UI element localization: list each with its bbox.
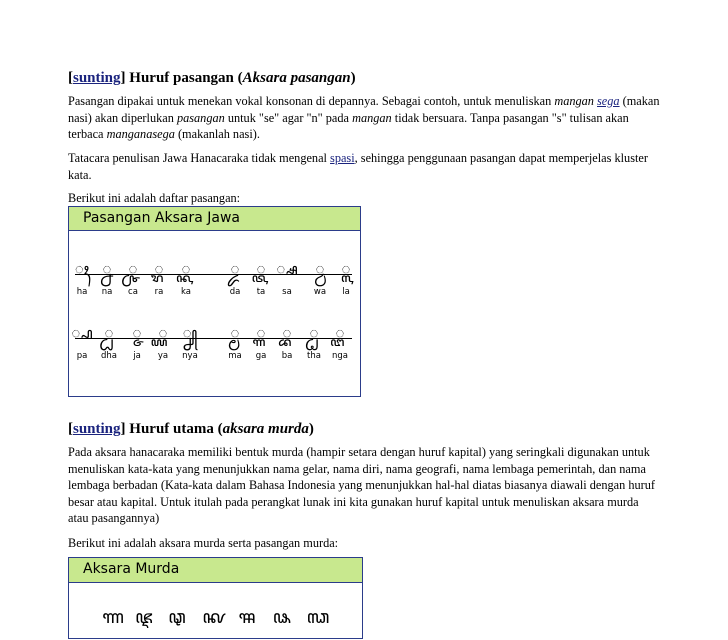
pasangan-label-ca: ca: [128, 287, 138, 297]
pasangan-label-sa: sa: [282, 287, 292, 297]
pasangan-glyph-da: ꧀ꦢ: [230, 260, 240, 278]
paragraph-pasangan-intro: Pasangan dipakai untuk menekan vokal konsonan di depannya. Sebagai contoh, untuk menuliskan mangan sega (makan nasi) akan diperlukan pasangan untuk "se" agar "n" pada mangan tidak bersuara. Tanpa pasangan "s" tulisan akan terbaca manganasega (makanlah nasi).: [68, 94, 660, 141]
pasangan-label-wa: wa: [313, 287, 327, 297]
pasangan-label-pa: pa: [76, 351, 88, 361]
pasangan-glyph-ca: ꧀ꦕ: [128, 260, 138, 278]
pasangan-glyph-ga: ꧀ꦒ: [256, 324, 266, 342]
pasangan-glyph-ra: ꧀ꦫ: [154, 260, 164, 278]
pasangan-glyph-ta: ꧀ꦠ: [256, 260, 266, 278]
heading-text: Huruf pasangan (: [129, 70, 243, 86]
murda-glyph-row: [69, 602, 362, 632]
paragraph-murda-intro: Pada aksara hanacaraka memiliki bentuk murda (hampir setara dengan huruf kapital) yang seringkali digunakan untuk menuliskan kata-kata yang menunjukkan nama gelar, nama diri, nama geografi, nama lembaga pemerintah, dan nama lembaga berbadan (Kata-kata dalam Bahasa Indonesia yang menunjukkan hal-hal diatas biasanya diawali dengan huruf besar atau kapital. Untuk itulah pada perangkat lunak ini kita gunakan huruf kapital untuk menuliskan aksara murda atau pasangannya): [68, 445, 655, 525]
pasangan-table-title: Pasangan Aksara Jawa: [69, 207, 360, 231]
heading-italic: aksara murda: [222, 421, 309, 437]
pasangan-glyph-ha: ꦃ: [74, 260, 90, 278]
pasangan-glyph-tha: ꧀ꦛ: [309, 324, 319, 342]
pasangan-label-ja: ja: [133, 351, 141, 361]
heading-text: Huruf utama (: [129, 421, 223, 437]
link-spasi[interactable]: spasi: [330, 151, 355, 165]
pasangan-label-na: na: [101, 287, 113, 297]
murda-glyph: ꦘ: [135, 607, 153, 628]
murda-glyph: ꦦ: [272, 607, 292, 628]
pasangan-glyph-ka: ꧀ꦏ: [181, 260, 191, 278]
pasangan-label-dha: dha: [101, 351, 117, 361]
edit-link-murda[interactable]: sunting: [73, 421, 121, 437]
heading-italic: Aksara pasangan: [242, 70, 351, 86]
pasangan-label-ta: ta: [256, 287, 266, 297]
paragraph-daftar-pasangan: Berikut ini adalah daftar pasangan:: [68, 191, 241, 205]
pasangan-glyph-wa: ꧀ꦮ: [315, 260, 325, 278]
section-heading-pasangan: [sunting] Huruf pasangan (Aksara pasangan): [68, 70, 356, 86]
murda-glyph: ꦑ: [202, 607, 226, 628]
paragraph-spasi: Tatacara penulisan Jawa Hanacaraka tidak mengenal spasi, sehingga penggunaan pasangan dapat memperjelas kluster kata.: [68, 151, 648, 182]
pasangan-label-ba: ba: [281, 351, 293, 361]
pasangan-row-1: [69, 253, 360, 303]
pasangan-label-ya: ya: [157, 351, 169, 361]
pasangan-table: [68, 206, 361, 397]
pasangan-label-ma: ma: [228, 351, 242, 361]
pasangan-glyph-nga: ꧀ꦔ: [335, 324, 345, 342]
pasangan-glyph-ja: ꧀ꦗ: [132, 324, 142, 342]
pasangan-glyph-dha: ꧀ꦝ: [104, 324, 114, 342]
pasangan-glyph-na: ꧀ꦤ: [102, 260, 112, 278]
pasangan-row-2: [69, 317, 360, 367]
pasangan-label-nga: nga: [332, 351, 348, 361]
edit-link-pasangan[interactable]: sunting: [73, 70, 121, 86]
murda-glyph: ꦓ: [306, 607, 330, 628]
pasangan-glyph-nya: ꧀ꦚ: [182, 324, 198, 342]
pasangan-glyph-ya: ꧀ꦪ: [158, 324, 168, 342]
pasangan-glyph-ba: ꧀ꦧ: [282, 324, 292, 342]
pasangan-label-ga: ga: [255, 351, 267, 361]
pasangan-label-nya: nya: [182, 351, 198, 361]
paragraph-daftar-murda: Berikut ini adalah aksara murda serta pasangan murda:: [68, 536, 339, 550]
pasangan-label-da: da: [229, 287, 241, 297]
murda-glyph: ꦯ: [238, 607, 256, 628]
pasangan-glyph-la: ꧀ꦭ: [341, 260, 351, 278]
pasangan-glyph-pa: ꧀ꦥ: [71, 324, 93, 342]
murda-glyph: ꦡ: [168, 607, 186, 628]
murda-table: [68, 557, 363, 639]
link-sega[interactable]: sega: [597, 94, 620, 108]
heading-close: ): [308, 421, 314, 437]
pasangan-label-la: la: [342, 287, 350, 297]
pasangan-label-ha: ha: [76, 287, 88, 297]
pasangan-label-ra: ra: [154, 287, 164, 297]
murda-table-title: Aksara Murda: [69, 558, 362, 583]
heading-close: ): [350, 70, 356, 86]
pasangan-label-ka: ka: [181, 287, 191, 297]
pasangan-glyph-sa: ꧀ꦱ: [276, 260, 298, 278]
pasangan-label-tha: tha: [307, 351, 321, 361]
murda-glyph: ꦟ: [102, 607, 124, 628]
pasangan-glyph-ma: ꧀ꦩ: [230, 324, 240, 342]
section-heading-murda: [sunting] Huruf utama (aksara murda): [68, 421, 314, 437]
